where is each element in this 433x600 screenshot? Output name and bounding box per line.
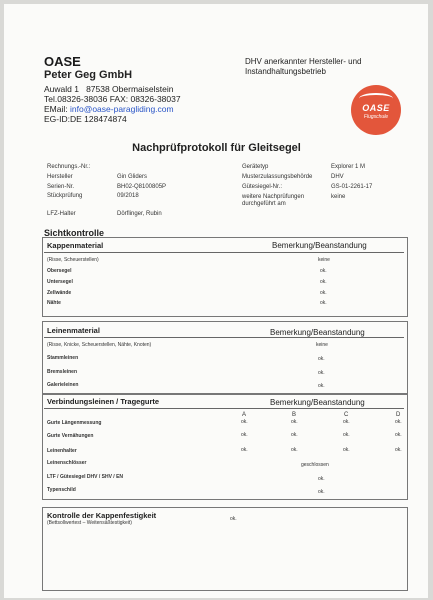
company-name: OASE [44,54,81,69]
verbindung-row-label: Typenschild [47,487,76,493]
leinen-sub-value: keine [316,342,328,348]
company-phone-fax: Tel.08326-38036 FAX: 08326-38037 [44,94,181,104]
company-eg-id: EG-ID:DE 128474874 [44,114,127,124]
kappen-row-label: Obersegel [47,268,72,274]
info-left-label: Serien-Nr. [47,184,75,190]
info-right-value: DHV [331,174,344,180]
logo-text: OASE [362,103,390,113]
info-right-label: Gerätetyp [242,164,269,170]
verbindung-row-value: ok. [318,489,325,495]
info-right-value: Explorer 1 M [331,164,366,170]
leinen-row-value: ok. [318,383,325,389]
verbindung-title: Verbindungsleinen / Tragegurte [47,397,160,406]
verbindung-cell: ok. [291,419,298,425]
leinen-row-label: Bremsleinen [47,369,78,375]
kontrolle-value: ok. [230,516,237,522]
verbindung-cell: ok. [343,419,350,425]
info-left-value: Dörflinger, Rubin [117,211,162,217]
info-right-label: Musterzulassungsbehörde [242,174,313,180]
leinen-row-label: Stammleinen [47,355,79,361]
kappen-divider [44,252,404,253]
column-header: B [292,412,297,418]
kappen-row-label: Zellwände [47,290,72,296]
info-right-label: weitere Nachprüfungen [242,194,305,200]
company-subname: Peter Geg GmbH [44,69,133,81]
verbindung-row-label: Leinenschlösser [47,460,87,466]
leinen-row-value: ok. [318,370,325,376]
verbindung-cell: ok. [395,447,402,453]
leinen-sub: (Risse, Knicke, Scheuerstellen, Nähte, Knoten) [47,342,152,348]
verbindung-cell: ok. [343,447,350,453]
verbindung-row-label: Leinenhalter [47,448,77,454]
verbindung-bemerkung: Bemerkung/Beanstandung [270,398,365,407]
leinen-divider [44,337,404,338]
kontrolle-sub: (Bettsollwertest – Weitensäßtestigkeit) [47,520,132,526]
kappen-title: Kappenmaterial [47,241,104,250]
dhv-line-2: Instandhaltungsbetrieb [245,67,326,76]
info-left-value: BH02-Q8100805P [117,184,167,190]
kontrolle-title: Kontrolle der Kappenfestigkeit [47,511,157,520]
kappen-sub: (Risse, Scheuerstellen) [47,257,99,263]
oase-logo [351,85,401,135]
column-header: D [396,412,401,418]
info-right-label2: durchgeführt am [242,201,286,207]
verbindung-cell: ok. [291,432,298,438]
info-left-label: Stückprüfung [47,193,83,199]
verbindung-cell: ok. [241,419,248,425]
leinen-bemerkung: Bemerkung/Beanstandung [270,328,365,337]
info-right-value: keine [331,194,346,200]
kappen-bemerkung: Bemerkung/Beanstandung [272,241,367,250]
verbindung-cell: ok. [241,447,248,453]
page-title: Nachprüfprotokoll für Gleitsegel [132,142,301,154]
company-email: EMail: info@oase-paragliding.com [44,104,174,114]
leinen-row-label: Galerieleinen [47,382,79,388]
kappen-row-label: Nähte [47,300,61,306]
leinen-title: Leinenmaterial [47,326,100,335]
kappen-sub-value: keine [318,257,330,263]
section-sichtkontrolle: Sichtkontrolle [44,228,105,238]
kappen-row-value: ok. [320,268,327,274]
column-header: A [242,412,247,418]
logo-subtext: Flugschule [363,114,389,120]
verbindung-cell: ok. [241,432,248,438]
verbindung-row-label: Gurte Längenmessung [47,420,102,426]
column-header: C [344,412,349,418]
email-link[interactable]: info@oase-paragliding.com [70,104,174,114]
info-right-value: GS-01-2261-17 [331,184,373,190]
verbindung-cell: ok. [395,419,402,425]
info-left-value: Gin Gliders [117,174,148,180]
dhv-line-1: DHV anerkannter Hersteller- und [245,57,362,66]
leinen-row-value: ok. [318,356,325,362]
kappen-row-value: ok. [320,290,327,296]
verbindung-row-label: LTF / Gütesiegel DHV / SHV / EN [47,474,124,480]
info-left-value: 09/2018 [117,193,139,199]
verbindung-row-label: Gurte Vernähungen [47,433,94,439]
kappen-row-value: ok. [320,279,327,285]
verbindung-cell: ok. [395,432,402,438]
verbindung-row-value: geschlossen [301,462,329,468]
info-left-label: Hersteller [47,174,73,180]
info-right-label: Gütesiegel-Nr.: [242,184,283,190]
company-street: Auwald 1 87538 Obermaiselstein [44,84,174,94]
verbindung-divider [44,408,404,409]
info-left-label: LFZ-Halter [47,211,76,217]
kappen-row-label: Untersegel [47,279,73,285]
info-left-label: Rechnungs.-Nr.: [47,164,91,170]
verbindung-row-value: ok. [318,476,325,482]
verbindung-cell: ok. [291,447,298,453]
kappen-row-value: ok. [320,300,327,306]
verbindung-box [42,393,408,500]
verbindung-cell: ok. [343,432,350,438]
